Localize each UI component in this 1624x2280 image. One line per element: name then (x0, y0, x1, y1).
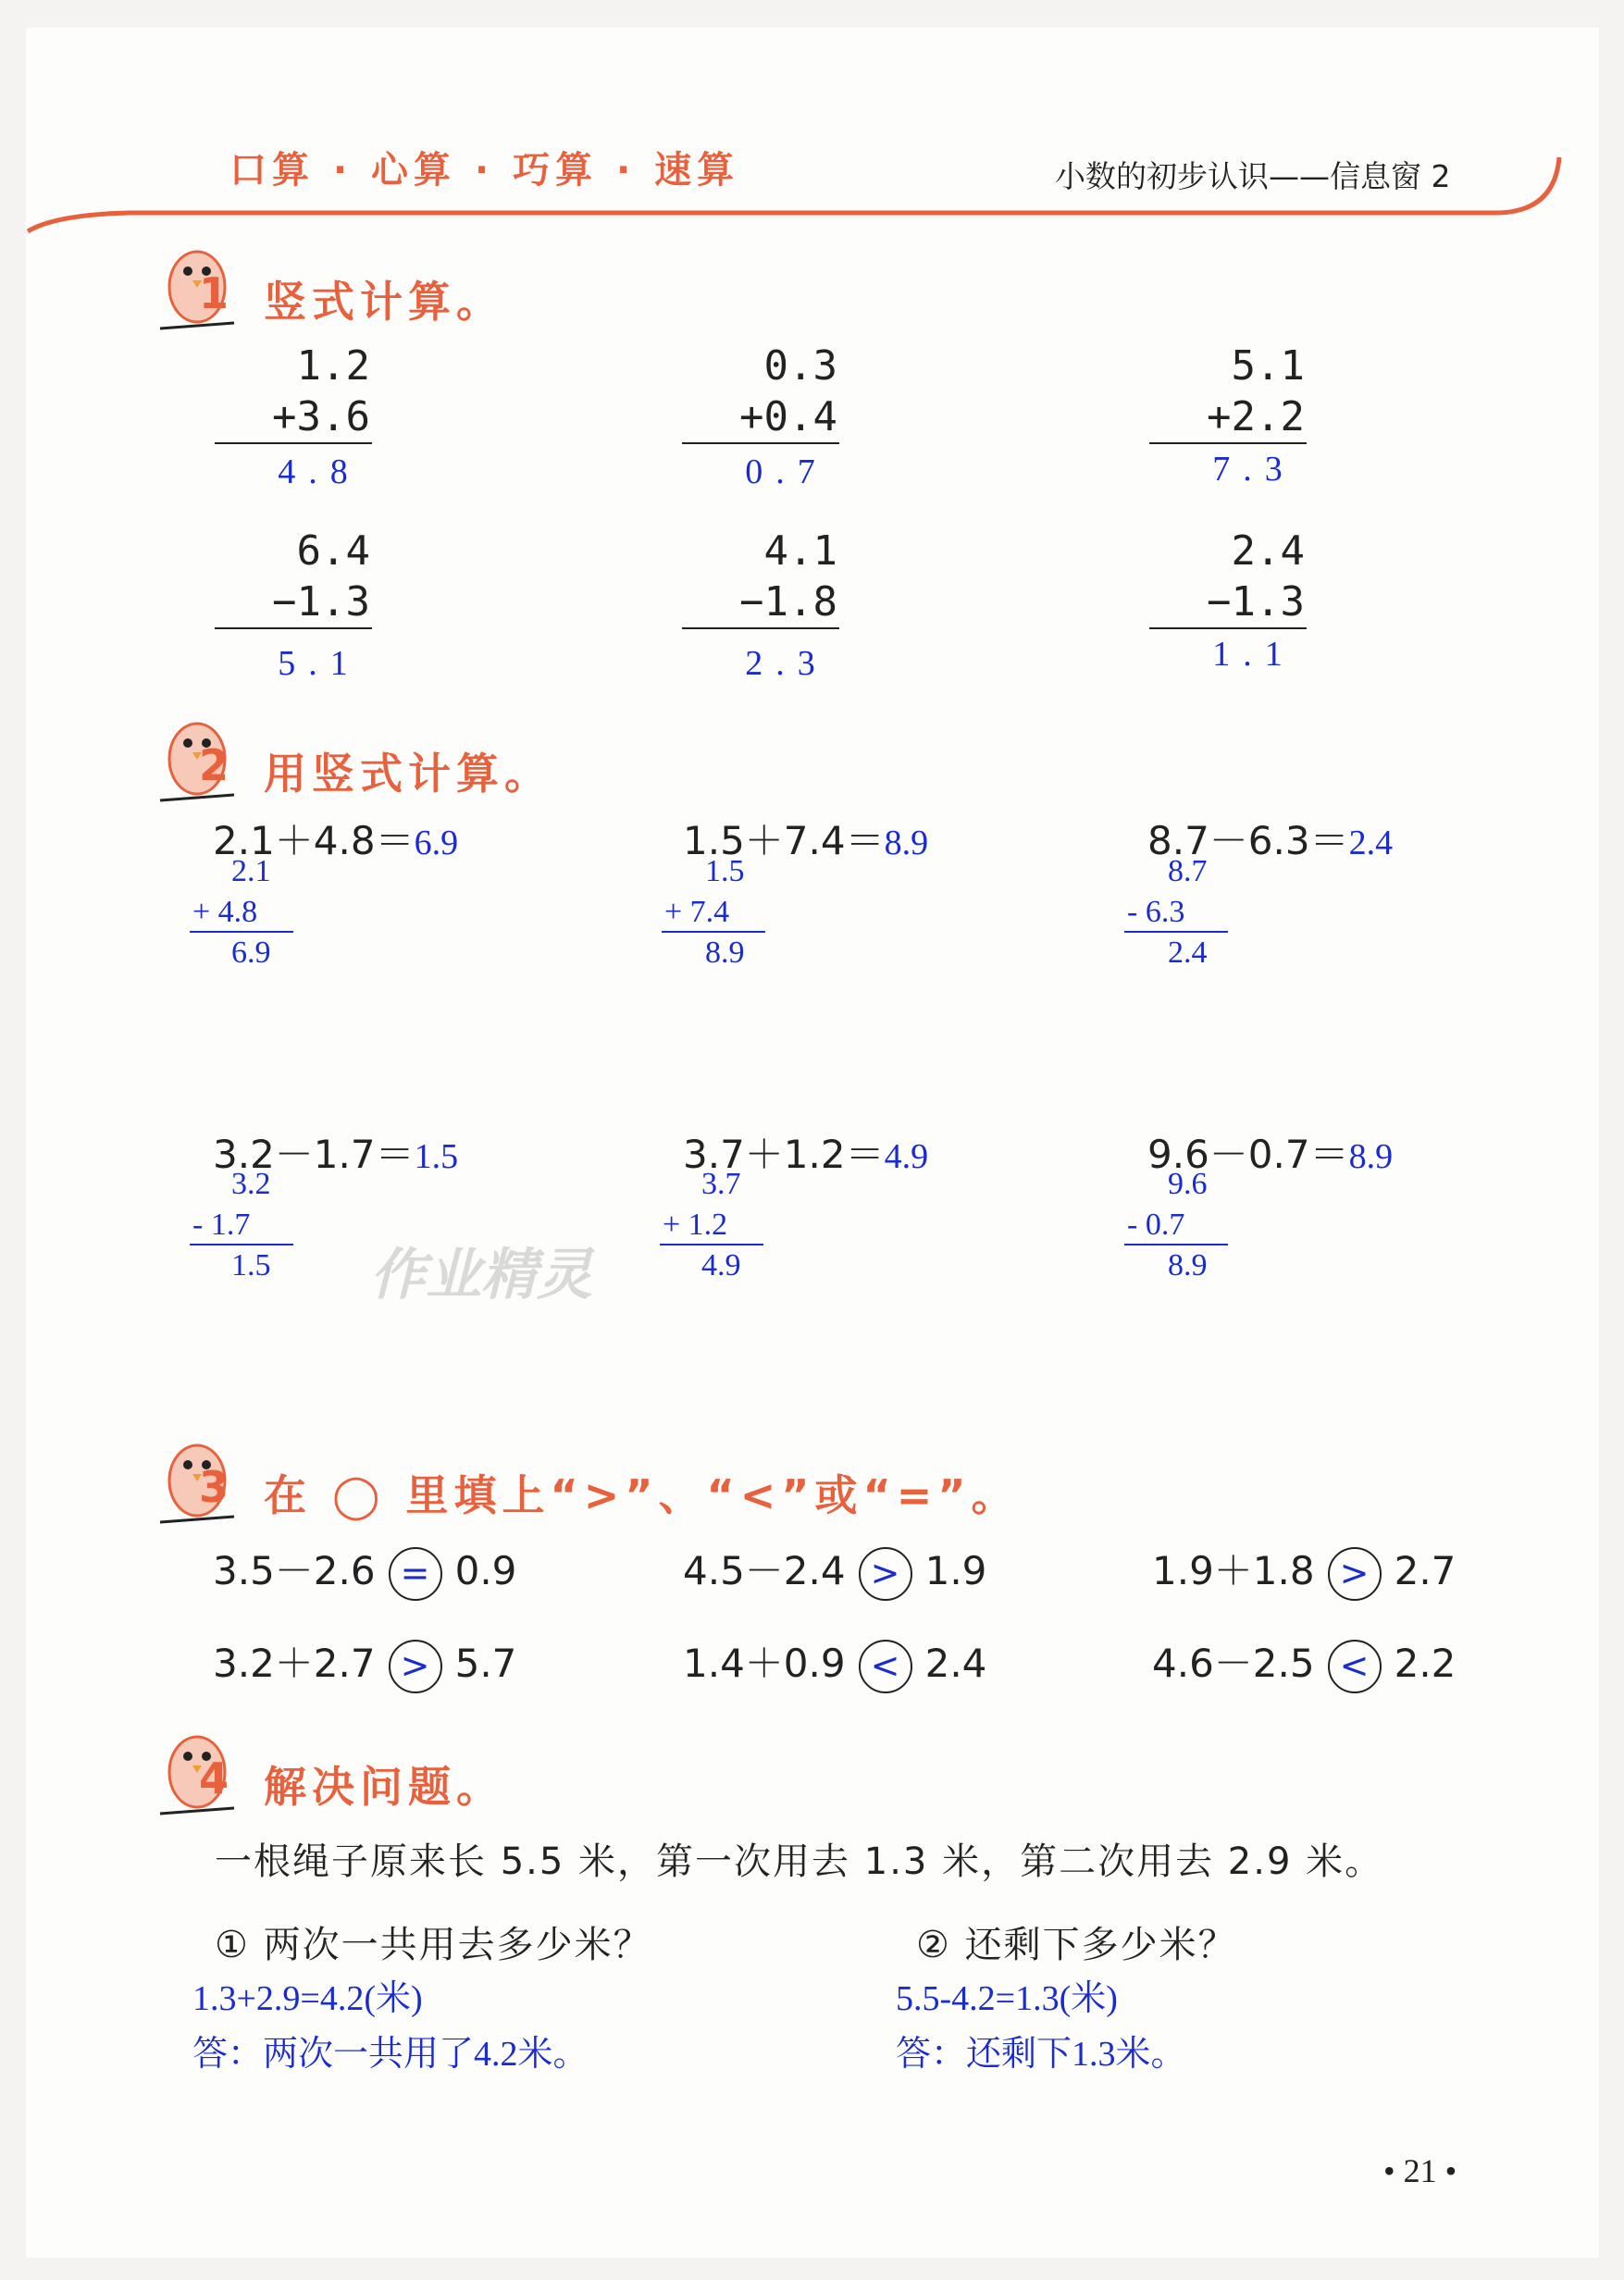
header-swoosh (19, 139, 1592, 241)
vertical-line (682, 442, 839, 444)
problem-text: 一根绳子原来长 5.5 米，第一次用去 1.3 米，第二次用去 2.9 米。 (215, 1840, 1384, 1883)
equation: 3.7＋1.2＝4.9 (683, 1132, 929, 1177)
work-result: 6.9 (231, 936, 271, 970)
answer-2-calc: 5.5-4.2=1.3(米) (896, 1979, 1118, 2018)
vertical-answer: 0.7 (745, 452, 828, 491)
compare-item: 1.4＋0.9 < 2.4 (683, 1633, 986, 1693)
section-4-number: 4 (199, 1753, 235, 1803)
work-operand: - 1.7 (192, 1208, 251, 1242)
section-1-number: 1 (199, 268, 235, 318)
vertical-answer: 1.1 (1212, 635, 1295, 674)
equation-answer: 4.9 (884, 1137, 929, 1176)
vertical-operand: −1.8 (739, 578, 837, 626)
vertical-operand: +3.6 (272, 393, 370, 440)
compare-circle[interactable]: > (1328, 1547, 1382, 1601)
vertical-answer: 7.3 (1212, 450, 1295, 489)
vertical-answer: 5.1 (278, 644, 361, 683)
work-result: 4.9 (701, 1248, 741, 1282)
vertical-operand: +0.4 (739, 393, 837, 440)
section-1-title: 竖式计算。 (264, 277, 504, 327)
work-result: 2.4 (1168, 936, 1208, 970)
compare-item: 4.6－2.5 < 2.2 (1152, 1633, 1456, 1693)
work-operand: + 7.4 (664, 895, 730, 929)
compare-circle[interactable]: > (859, 1547, 912, 1601)
vertical-line (215, 442, 372, 444)
work-top: 9.6 (1168, 1167, 1208, 1201)
section-3-title: 在 ◯ 里填上“>”、“<”或“=”。 (264, 1470, 1020, 1520)
watermark: 作业精灵 (370, 1243, 592, 1307)
compare-item: 4.5－2.4 > 1.9 (683, 1541, 986, 1601)
equation-answer: 6.9 (414, 824, 459, 862)
vertical-line (682, 627, 839, 629)
compare-circle[interactable]: = (389, 1547, 442, 1601)
equation: 1.5＋7.4＝8.9 (683, 818, 929, 863)
equation-answer: 2.4 (1348, 824, 1394, 862)
work-result: 8.9 (705, 936, 745, 970)
compare-circle[interactable]: < (859, 1640, 912, 1693)
answer-1-statement: 答：两次一共用了4.2米。 (192, 2035, 589, 2074)
work-top: 3.7 (701, 1167, 741, 1201)
work-operand: - 6.3 (1127, 895, 1185, 929)
answer-1-calc: 1.3+2.9=4.2(米) (192, 1979, 423, 2018)
vertical-top: 0.3 (763, 342, 837, 390)
page-number: • 21 • (1383, 2152, 1457, 2189)
vertical-top: 6.4 (296, 527, 370, 575)
equation: 8.7－6.3＝2.4 (1147, 818, 1394, 863)
header-right-title: 小数的初步认识——信息窗 2 (1055, 158, 1451, 194)
section-3-number: 3 (199, 1462, 235, 1512)
vertical-answer: 2.3 (745, 644, 828, 683)
vertical-top: 5.1 (1231, 342, 1305, 390)
compare-circle[interactable]: < (1328, 1640, 1382, 1693)
vertical-line (215, 627, 372, 629)
work-operand: - 0.7 (1127, 1208, 1185, 1242)
header-left-title: 口算 · 心算 · 巧算 · 速算 (229, 149, 740, 192)
work-result: 8.9 (1168, 1248, 1208, 1282)
vertical-operand: −1.3 (272, 578, 370, 626)
vertical-answer: 4.8 (278, 452, 361, 491)
compare-item: 3.5－2.6 = 0.9 (213, 1541, 516, 1601)
vertical-line (1149, 627, 1307, 629)
work-operand: + 4.8 (192, 895, 258, 929)
compare-item: 1.9＋1.8 > 2.7 (1152, 1541, 1456, 1601)
section-2-title: 用竖式计算。 (264, 749, 552, 799)
equation-answer: 8.9 (1348, 1137, 1394, 1176)
equation: 3.2－1.7＝1.5 (213, 1132, 459, 1177)
equation: 2.1＋4.8＝6.9 (213, 818, 459, 863)
work-operand: + 1.2 (663, 1208, 728, 1242)
compare-item: 3.2＋2.7 > 5.7 (213, 1633, 516, 1693)
vertical-line (1149, 442, 1307, 444)
compare-circle[interactable]: > (389, 1640, 442, 1693)
question-1: ① 两次一共用去多少米？ (215, 1924, 652, 1966)
section-4-title: 解决问题。 (264, 1762, 504, 1812)
work-top: 1.5 (705, 854, 745, 888)
vertical-operand: +2.2 (1207, 393, 1305, 440)
vertical-operand: −1.3 (1207, 578, 1305, 626)
work-top: 3.2 (231, 1167, 271, 1201)
equation: 9.6－0.7＝8.9 (1147, 1132, 1394, 1177)
answer-2-statement: 答：还剩下1.3米。 (896, 2035, 1186, 2074)
vertical-top: 1.2 (296, 342, 370, 390)
work-top: 8.7 (1168, 854, 1208, 888)
work-top: 2.1 (231, 854, 271, 888)
equation-answer: 8.9 (884, 824, 929, 862)
section-2-number: 2 (199, 740, 235, 790)
equation-answer: 1.5 (414, 1137, 459, 1176)
vertical-top: 2.4 (1231, 527, 1305, 575)
vertical-top: 4.1 (763, 527, 837, 575)
work-result: 1.5 (231, 1248, 271, 1282)
question-2: ② 还剩下多少米？ (916, 1924, 1237, 1966)
